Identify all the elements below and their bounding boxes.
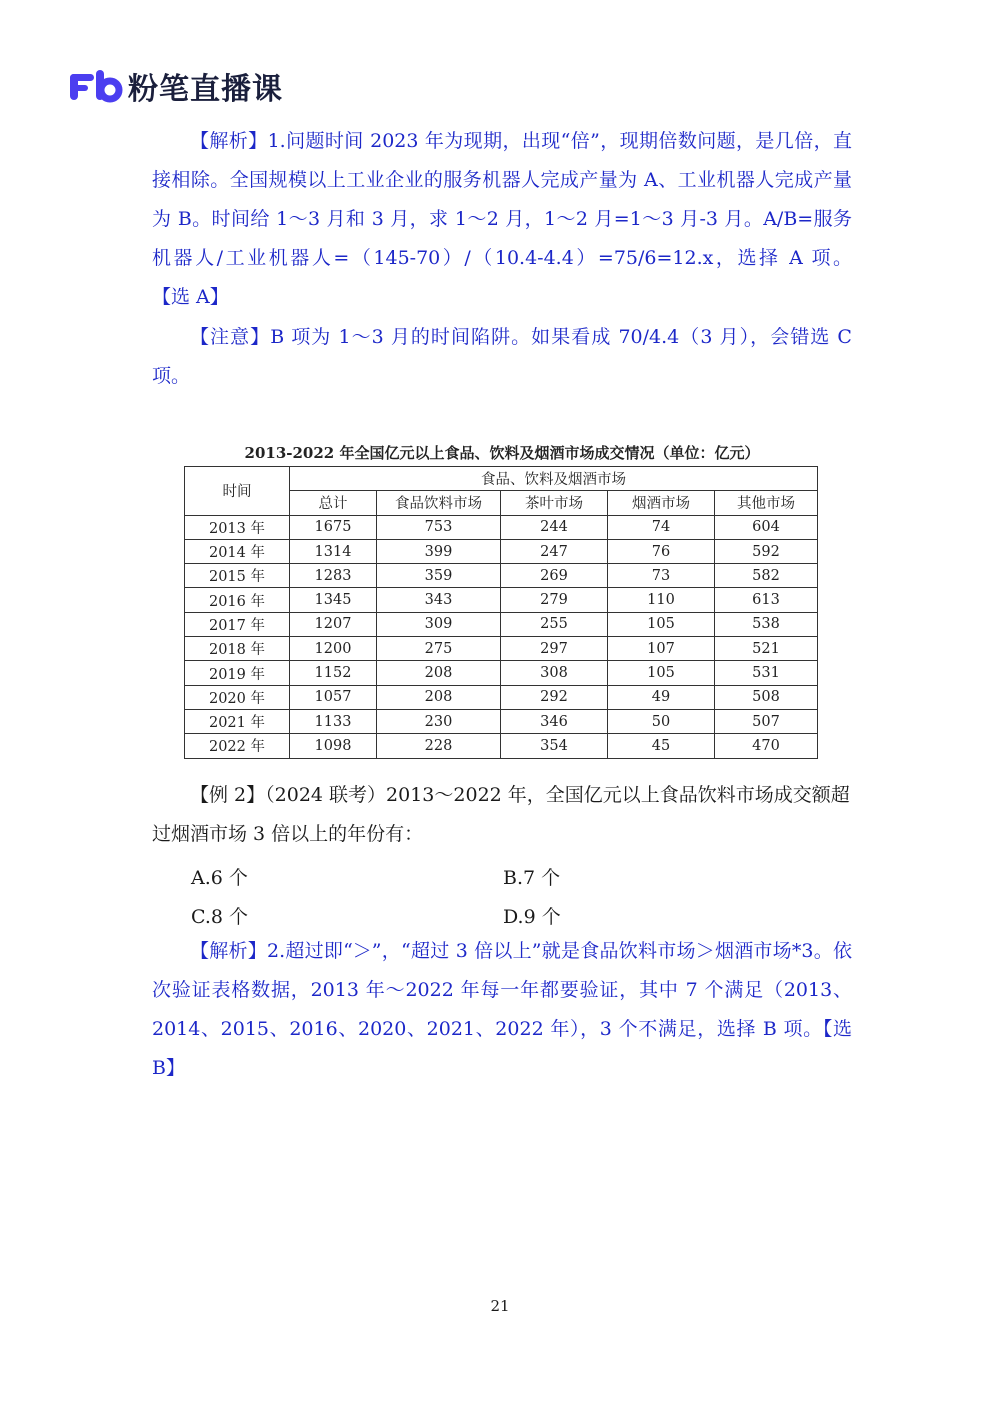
- table-cell: 507: [715, 709, 818, 733]
- row-year-cell: 2016 年: [185, 588, 290, 612]
- table-cell: 1675: [290, 515, 377, 539]
- table-body: [185, 515, 818, 758]
- data-table: [184, 466, 818, 759]
- table-cell: 279: [501, 588, 608, 612]
- table-cell: 399: [377, 539, 501, 563]
- table-cell: 521: [715, 637, 818, 661]
- table-cell: 107: [608, 637, 715, 661]
- col-header: 其他市场: [715, 491, 818, 515]
- table-cell: 275: [377, 637, 501, 661]
- table-cell: 208: [377, 661, 501, 685]
- analysis-2-body: 2.超过即“＞”，“超过 3 倍以上”就是食品饮料市场＞烟酒市场*3。依次验证表格数据，2013 年～2022 年每一年都要验证，其中 7 个满足（2013、2014、2015、2016、2020、2021、2022 年），3 个不满足，选择 B 项。: [152, 940, 852, 1040]
- row-year-cell: 2020 年: [185, 685, 290, 709]
- col-header: 总计: [290, 491, 377, 515]
- row-year-cell: 2013 年: [185, 515, 290, 539]
- table-cell: 110: [608, 588, 715, 612]
- row-year-cell: 2022 年: [185, 734, 290, 758]
- row-year-cell: 2017 年: [185, 612, 290, 636]
- page-number: 21: [490, 1297, 510, 1315]
- table-row: [185, 515, 818, 539]
- table-cell: 359: [377, 564, 501, 588]
- table-cell: 1133: [290, 709, 377, 733]
- table-row: [185, 661, 818, 685]
- table-cell: 604: [715, 515, 818, 539]
- table-row: [185, 709, 818, 733]
- row-year-cell: 2018 年: [185, 637, 290, 661]
- example-2: [152, 776, 852, 854]
- table-cell: 230: [377, 709, 501, 733]
- col-header: 茶叶市场: [501, 491, 608, 515]
- table-cell: 105: [608, 612, 715, 636]
- table-cell: 74: [608, 515, 715, 539]
- table-cell: 582: [715, 564, 818, 588]
- table-cell: 592: [715, 539, 818, 563]
- table-cell: 531: [715, 661, 818, 685]
- table-cell: 247: [501, 539, 608, 563]
- table-cell: 292: [501, 685, 608, 709]
- table-cell: 50: [608, 709, 715, 733]
- table-cell: 1345: [290, 588, 377, 612]
- table-cell: 1207: [290, 612, 377, 636]
- table-cell: 613: [715, 588, 818, 612]
- table-cell: 354: [501, 734, 608, 758]
- col-header: 食品饮料市场: [377, 491, 501, 515]
- table-cell: 1200: [290, 637, 377, 661]
- analysis-1-body: 1.问题时间 2023 年为现期，出现“倍”，现期倍数问题，是几倍，直接相除。全国规模以上工业企业的服务机器人完成产量为 A、工业机器人完成产量为 B。时间给 1～3 月和 3 月，求 1～2 月，1～2 月=1～3 月-3 月。A/B=服务机器人/工业机器人=（145-70）/（10.4-4.4）=75/6=12.x，选择 A 项。: [152, 130, 852, 269]
- analysis-2-label: 【解析】: [190, 940, 267, 962]
- table-cell: 208: [377, 685, 501, 709]
- fb-logo-icon: [68, 66, 124, 106]
- brand-name: 粉笔直播课: [128, 72, 283, 107]
- analysis-1-answer: 【选 A】: [152, 286, 229, 308]
- analysis-2-answer: 【选 B】: [152, 1018, 852, 1079]
- table-cell: 45: [608, 734, 715, 758]
- col-time-header: 时间: [185, 467, 290, 516]
- table-cell: 228: [377, 734, 501, 758]
- table-cell: 1057: [290, 685, 377, 709]
- row-year-cell: 2021 年: [185, 709, 290, 733]
- table-cell: 1283: [290, 564, 377, 588]
- table-cell: 1314: [290, 539, 377, 563]
- table-row: [185, 564, 818, 588]
- note-body: B 项为 1～3 月的时间陷阱。如果看成 70/4.4（3 月），会错选 C 项。: [152, 326, 852, 387]
- table-cell: 753: [377, 515, 501, 539]
- row-year-cell: 2014 年: [185, 539, 290, 563]
- table-cell: 343: [377, 588, 501, 612]
- table-cell: 308: [501, 661, 608, 685]
- option-d: D.9 个: [503, 906, 561, 928]
- table-row: [185, 588, 818, 612]
- example-2-body: （2024 联考）2013～2022 年，全国亿元以上食品饮料市场成交额超过烟酒市场 3 倍以上的年份有：: [152, 784, 850, 845]
- note: [152, 318, 852, 396]
- table-cell: 346: [501, 709, 608, 733]
- table-row: [185, 734, 818, 758]
- example-2-label: 【例 2】: [190, 784, 266, 806]
- table-cell: 309: [377, 612, 501, 636]
- table-cell: 49: [608, 685, 715, 709]
- table-cell: 1152: [290, 661, 377, 685]
- brand-logo: [68, 64, 283, 108]
- analysis-1: [152, 122, 852, 317]
- table-cell: 538: [715, 612, 818, 636]
- table-cell: 269: [501, 564, 608, 588]
- option-b: B.7 个: [503, 867, 561, 889]
- table-title: 2013-2022 年全国亿元以上食品、饮料及烟酒市场成交情况（单位：亿元）: [244, 444, 760, 462]
- analysis-1-label: 【解析】: [190, 130, 268, 152]
- option-a: A.6 个: [191, 867, 248, 889]
- col-header: 烟酒市场: [608, 491, 715, 515]
- table-cell: 297: [501, 637, 608, 661]
- table-cell: 105: [608, 661, 715, 685]
- table-row: [185, 539, 818, 563]
- row-year-cell: 2015 年: [185, 564, 290, 588]
- note-label: 【注意】: [190, 326, 271, 348]
- option-c: C.8 个: [191, 906, 249, 928]
- table-cell: 470: [715, 734, 818, 758]
- table-cell: 508: [715, 685, 818, 709]
- table-cell: 255: [501, 612, 608, 636]
- table-row: [185, 612, 818, 636]
- table-cell: 73: [608, 564, 715, 588]
- row-year-cell: 2019 年: [185, 661, 290, 685]
- table-cell: 76: [608, 539, 715, 563]
- table-row: [185, 637, 818, 661]
- table-row: [185, 685, 818, 709]
- table-cell: 1098: [290, 734, 377, 758]
- analysis-2: [152, 932, 852, 1088]
- table-cell: 244: [501, 515, 608, 539]
- group-header: 食品、饮料及烟酒市场: [290, 467, 818, 491]
